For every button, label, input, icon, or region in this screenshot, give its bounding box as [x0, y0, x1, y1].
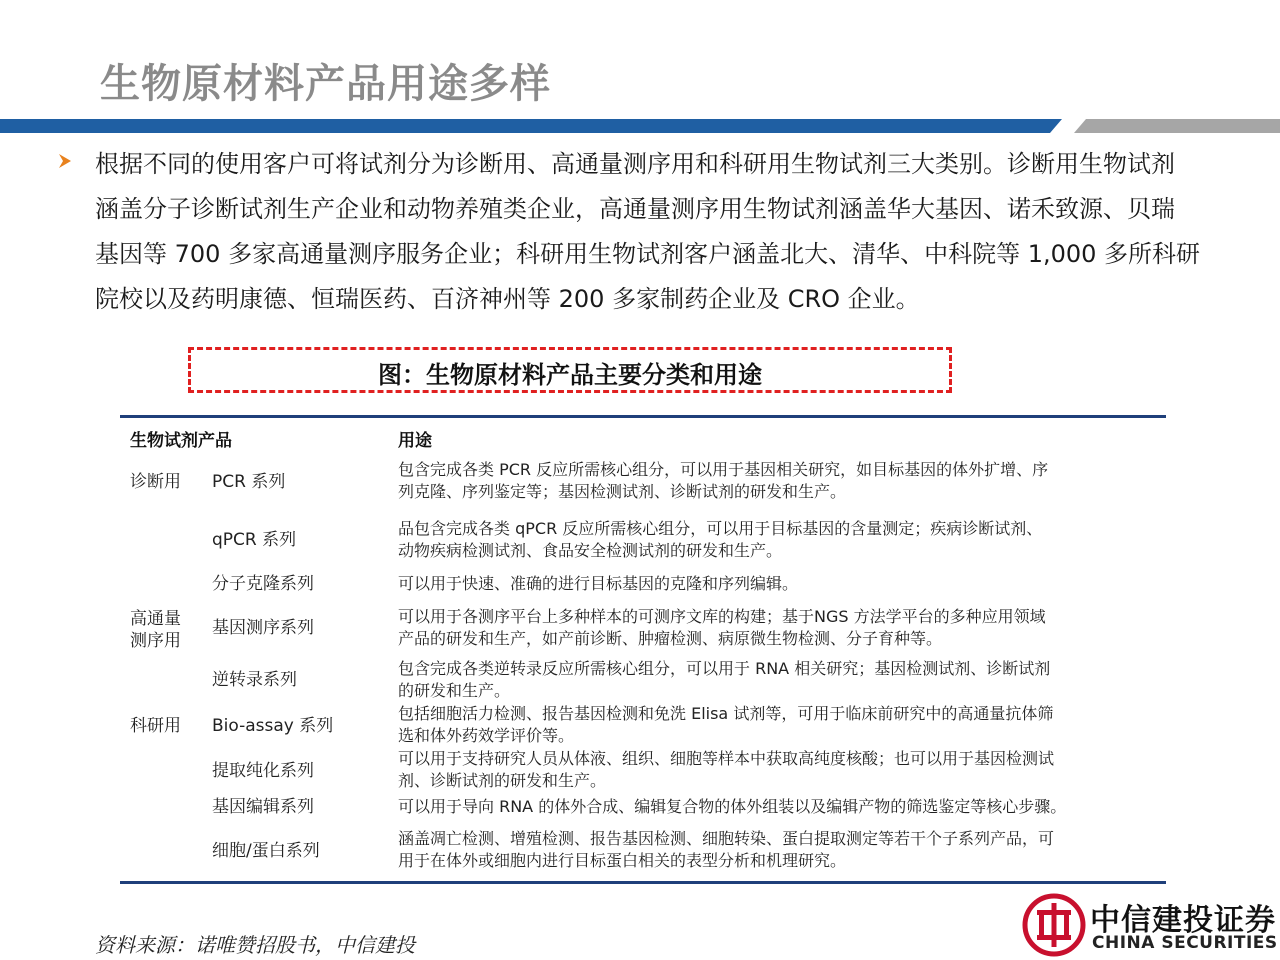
bullet-arrow-icon [58, 153, 72, 169]
intro-line: 根据不同的使用客户可将试剂分为诊断用、高通量测序用和科研用生物试剂三大类别。诊断用生物试剂 [95, 150, 1175, 178]
table-row-product: Bio-assay 系列 [212, 716, 334, 736]
table-row-product: 分子克隆系列 [212, 574, 314, 594]
figure-caption: 图：生物原材料产品主要分类和用途 [378, 361, 762, 389]
table-row-use: 包含完成各类 PCR 反应所需核心组分，可以用于基因相关研究，如目标基因的体外扩增、序 列克隆、序列鉴定等；基因检测试剂、诊断试剂的研发和生产。 [398, 460, 1049, 501]
category-sequencing: 高通量 测序用 [130, 609, 181, 651]
header-band [0, 119, 1280, 133]
product-table [120, 415, 1166, 884]
table-row-product: 基因编辑系列 [212, 797, 314, 817]
logo-name-en: CHINA SECURITIES [1092, 933, 1278, 953]
header-band-gray [1074, 119, 1280, 133]
table-row-product: 提取纯化系列 [212, 761, 314, 781]
table-row-product: 逆转录系列 [212, 670, 297, 690]
table-row-use: 包含完成各类逆转录反应所需核心组分，可以用于 RNA 相关研究；基因检测试剂、诊断试剂 的研发和生产。 [398, 659, 1051, 700]
intro-line: 基因等 700 多家高通量测序服务企业；科研用生物试剂客户涵盖北大、清华、中科院等 1,000 多所科研 [95, 240, 1201, 268]
table-row-use: 涵盖凋亡检测、增殖检测、报告基因检测、细胞转染、蛋白提取测定等若干个子系列产品，可 用于在体外或细胞内进行目标蛋白相关的表型分析和机理研究。 [398, 829, 1055, 870]
slide-title: 生物原材料产品用途多样 [100, 61, 551, 107]
table-row-product: 细胞/蛋白系列 [212, 841, 320, 861]
table-row-use: 包括细胞活力检测、报告基因检测和免洗 Elisa 试剂等，可用于临床前研究中的高通量抗体筛 选和体外药效学评价等。 [398, 704, 1054, 745]
header-use: 用途 [398, 431, 432, 451]
table-row-use: 可以用于导向 RNA 的体外合成、编辑复合物的体外组装以及编辑产物的筛选鉴定等核心步骤。 [398, 797, 1067, 816]
intro-paragraph [95, 142, 1245, 322]
table-row-use: 品包含完成各类 qPCR 反应所需核心组分，可以用于目标基因的含量测定；疾病诊断试剂、 动物疾病检测试剂、食品安全检测试剂的研发和生产。 [398, 519, 1043, 560]
table-row-product: qPCR 系列 [212, 530, 297, 550]
intro-line: 涵盖分子诊断试剂生产企业和动物养殖类企业，高通量测序用生物试剂涵盖华大基因、诺禾致源、贝瑞 [95, 195, 1175, 223]
company-logo [1022, 893, 1280, 960]
table-row-use: 可以用于快速、准确的进行目标基因的克隆和序列编辑。 [398, 574, 799, 593]
table-row-use: 可以用于各测序平台上多种样本的可测序文库的构建；基于NGS 方法学平台的多种应用领域 产品的研发和生产，如产前诊断、肿瘤检测、病原微生物检测、分子育种等。 [398, 607, 1046, 648]
category-diagnostic: 诊断用 [130, 472, 181, 492]
table-row-product: PCR 系列 [212, 472, 286, 492]
source-note: 资料来源：诺唯赞招股书，中信建投 [95, 933, 415, 957]
intro-line: 院校以及药明康德、恒瑞医药、百济神州等 200 多家制药企业及 CRO 企业。 [95, 285, 920, 313]
header-band-blue [0, 119, 1062, 133]
logo-name-cn: 中信建投证券 [1090, 903, 1276, 938]
category-research: 科研用 [130, 716, 181, 736]
header-product: 生物试剂产品 [130, 431, 232, 451]
table-row-product: 基因测序系列 [212, 618, 314, 638]
china-securities-logo-icon [1022, 893, 1086, 957]
table-row-use: 可以用于支持研究人员从体液、组织、细胞等样本中获取高纯度核酸；也可以用于基因检测试 剂、诊断试剂的研发和生产。 [398, 749, 1055, 790]
